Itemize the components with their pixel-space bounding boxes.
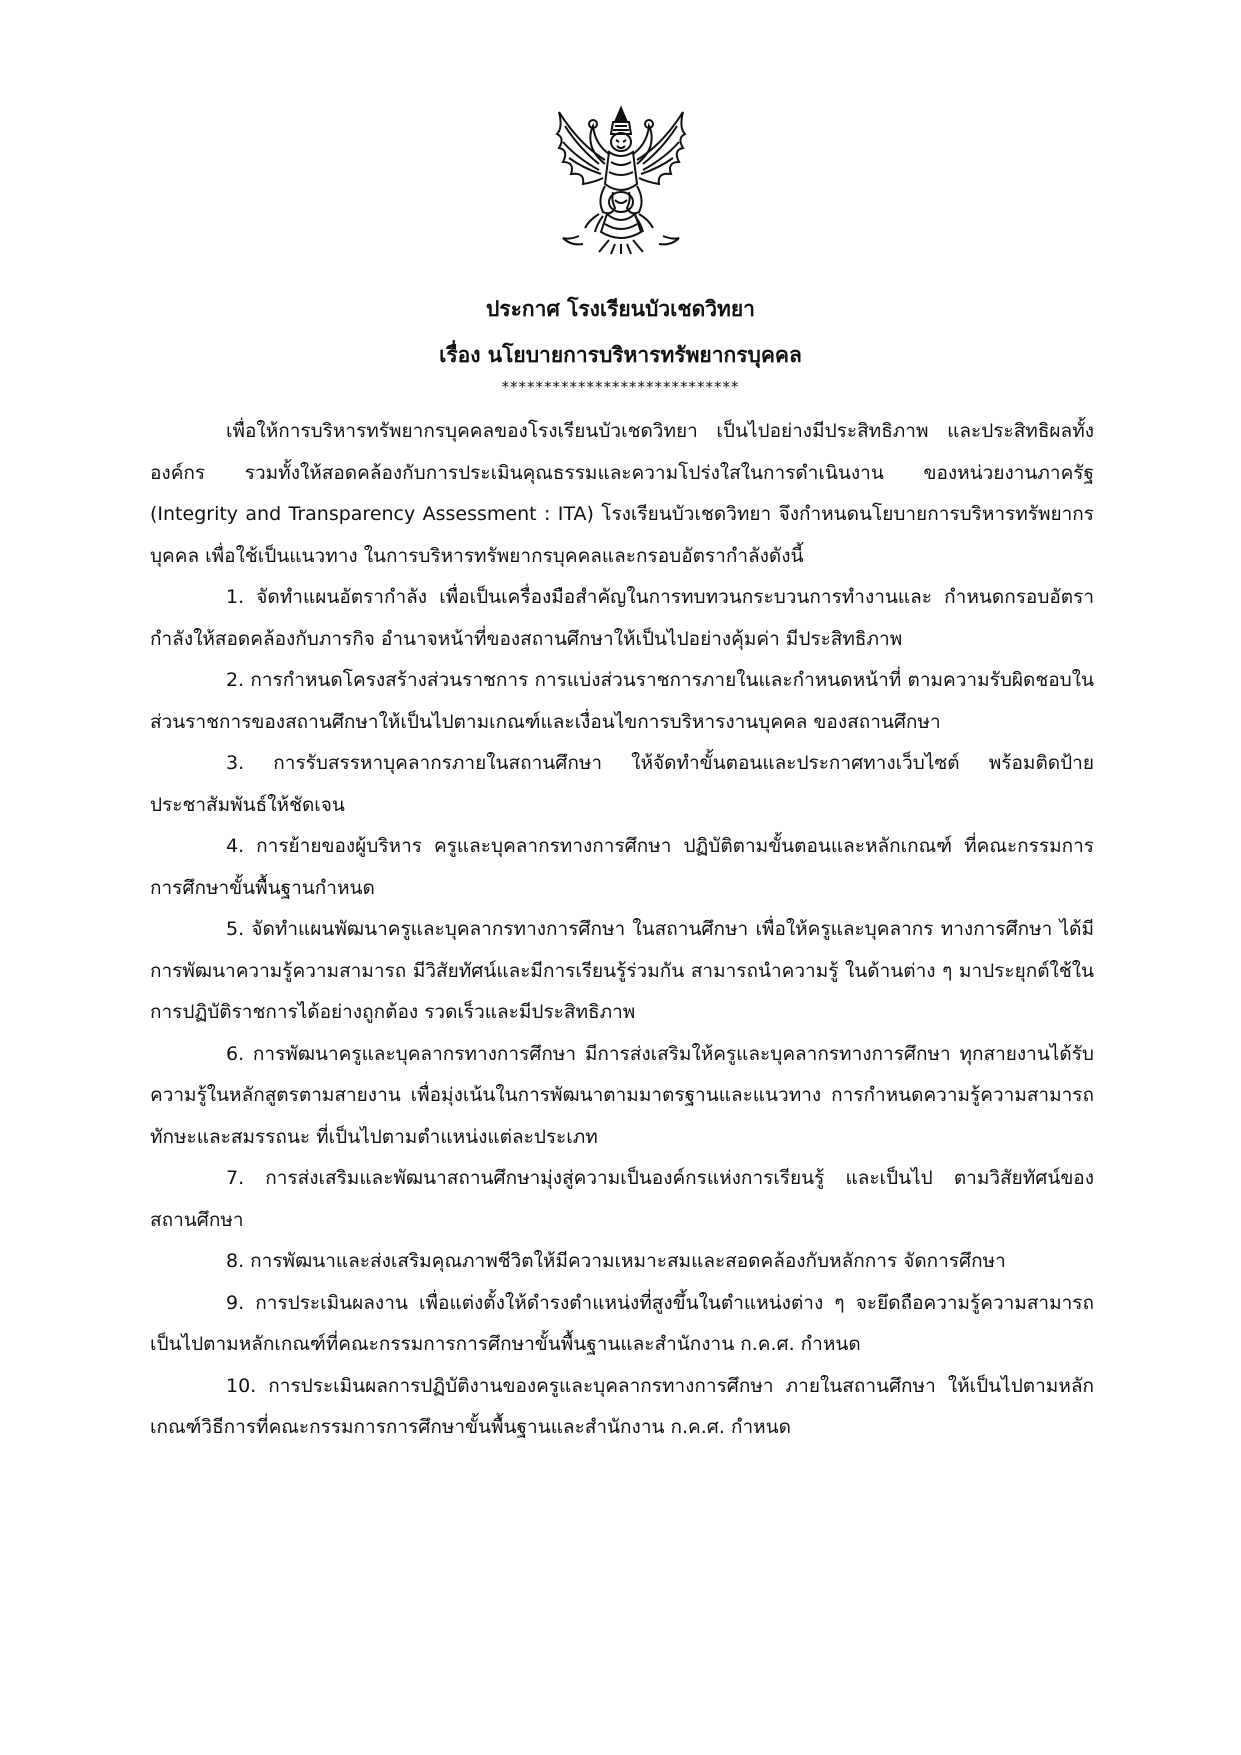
- announcement-title: ประกาศ โรงเรียนบัวเชดวิทยา: [486, 297, 755, 321]
- policy-item: 10. การประเมินผลการปฏิบัติงานของครูและบุคลากรทางการศึกษา ภายในสถานศึกษา ให้เป็นไปตามหลักเกณฑ์วิธีการที่คณะกรรมการการศึกษาขั้นพื้นฐานและสำนักงาน ก.ค.ศ. กำหนด: [150, 1374, 1094, 1438]
- policy-item: 3. การรับสรรหาบุคลากรภายในสถานศึกษา ให้จัดทำขั้นตอนและประกาศทางเว็บไซต์ พร้อมติดป้ายประชาสัมพันธ์ให้ชัดเจน: [150, 752, 1094, 816]
- announcement-header: [0, 286, 1241, 400]
- policy-item: 7. การส่งเสริมและพัฒนาสถานศึกษามุ่งสู่ความเป็นองค์กรแห่งการเรียนรู้ และเป็นไป ตามวิสัยทัศน์ของสถานศึกษา: [150, 1167, 1094, 1231]
- garuda-emblem-icon: [549, 104, 693, 256]
- policy-item: 2. การกำหนดโครงสร้างส่วนราชการ การแบ่งส่วนราชการภายในและกำหนดหน้าที่ ตามความรับผิดชอบในส่วนราชการของสถานศึกษาให้เป็นไปตามเกณฑ์และเงื่อนไขการบริหารงานบุคคล ของสถานศึกษา: [150, 669, 1094, 733]
- separator-stars: ****************************: [501, 378, 740, 396]
- policy-item: 4. การย้ายของผู้บริหาร ครูและบุคลากรทางการศึกษา ปฏิบัติตามขั้นตอนและหลักเกณฑ์ ที่คณะกรรมการการศึกษาขั้นพื้นฐานกำหนด: [150, 835, 1094, 899]
- policy-item: 8. การพัฒนาและส่งเสริมคุณภาพชีวิตให้มีความเหมาะสมและสอดคล้องกับหลักการ จัดการศึกษา: [226, 1250, 1006, 1272]
- announcement-subject: เรื่อง นโยบายการบริหารทรัพยากรบุคคล: [439, 343, 802, 367]
- policy-item: 9. การประเมินผลงาน เพื่อแต่งตั้งให้ดำรงตำแหน่งที่สูงขึ้นในตำแหน่งต่าง ๆ จะยึดถือความรู้ความสามารถเป็นไปตามหลักเกณฑ์ที่คณะกรรมการการศึกษาขั้นพื้นฐานและสำนักงาน ก.ค.ศ. กำหนด: [150, 1291, 1094, 1355]
- policy-item: 5. จัดทำแผนพัฒนาครูและบุคลากรทางการศึกษา ในสถานศึกษา เพื่อให้ครูและบุคลากร ทางการศึกษา ได้มีการพัฒนาความรู้ความสามารถ มีวิสัยทัศน์และมีการเรียนรู้ร่วมกัน สามารถนำความรู้ ในด้านต่าง ๆ มาประยุกต์ใช้ในการปฏิบัติราชการได้อย่างถูกต้อง รวดเร็วและมีประสิทธิภาพ: [150, 918, 1094, 1023]
- announcement-body: [150, 411, 1094, 1449]
- intro-paragraph: เพื่อให้การบริหารทรัพยากรบุคคลของโรงเรียนบัวเชดวิทยา เป็นไปอย่างมีประสิทธิภาพ และประสิทธิผลทั้งองค์กร รวมทั้งให้สอดคล้องกับการประเมินคุณธรรมและความโปร่งใสในการดำเนินงาน ของหน่วยงานภาครัฐ (Integrity and Transparency Assessment : ITA) โรงเรียนบัวเชดวิทยา จึงกำหนดนโยบายการบริหารทรัพยากรบุคคล เพื่อใช้เป็นแนวทาง ในการบริหารทรัพยากรบุคคลและกรอบอัตรากำลังดังนี้: [150, 420, 1094, 567]
- policy-item: 1. จัดทำแผนอัตรากำลัง เพื่อเป็นเครื่องมือสำคัญในการทบทวนกระบวนการทำงานและ กำหนดกรอบอัตรากำลังให้สอดคล้องกับภารกิจ อำนาจหน้าที่ของสถานศึกษาให้เป็นไปอย่างคุ้มค่า มีประสิทธิภาพ: [150, 586, 1094, 650]
- policy-item: 6. การพัฒนาครูและบุคลากรทางการศึกษา มีการส่งเสริมให้ครูและบุคลากรทางการศึกษา ทุกสายงานได้รับความรู้ในหลักสูตรตามสายงาน เพื่อมุ่งเน้นในการพัฒนาตามมาตรฐานและแนวทาง การกำหนดความรู้ความสามารถ ทักษะและสมรรถนะ ที่เป็นไปตามตำแหน่งแต่ละประเภท: [150, 1042, 1094, 1148]
